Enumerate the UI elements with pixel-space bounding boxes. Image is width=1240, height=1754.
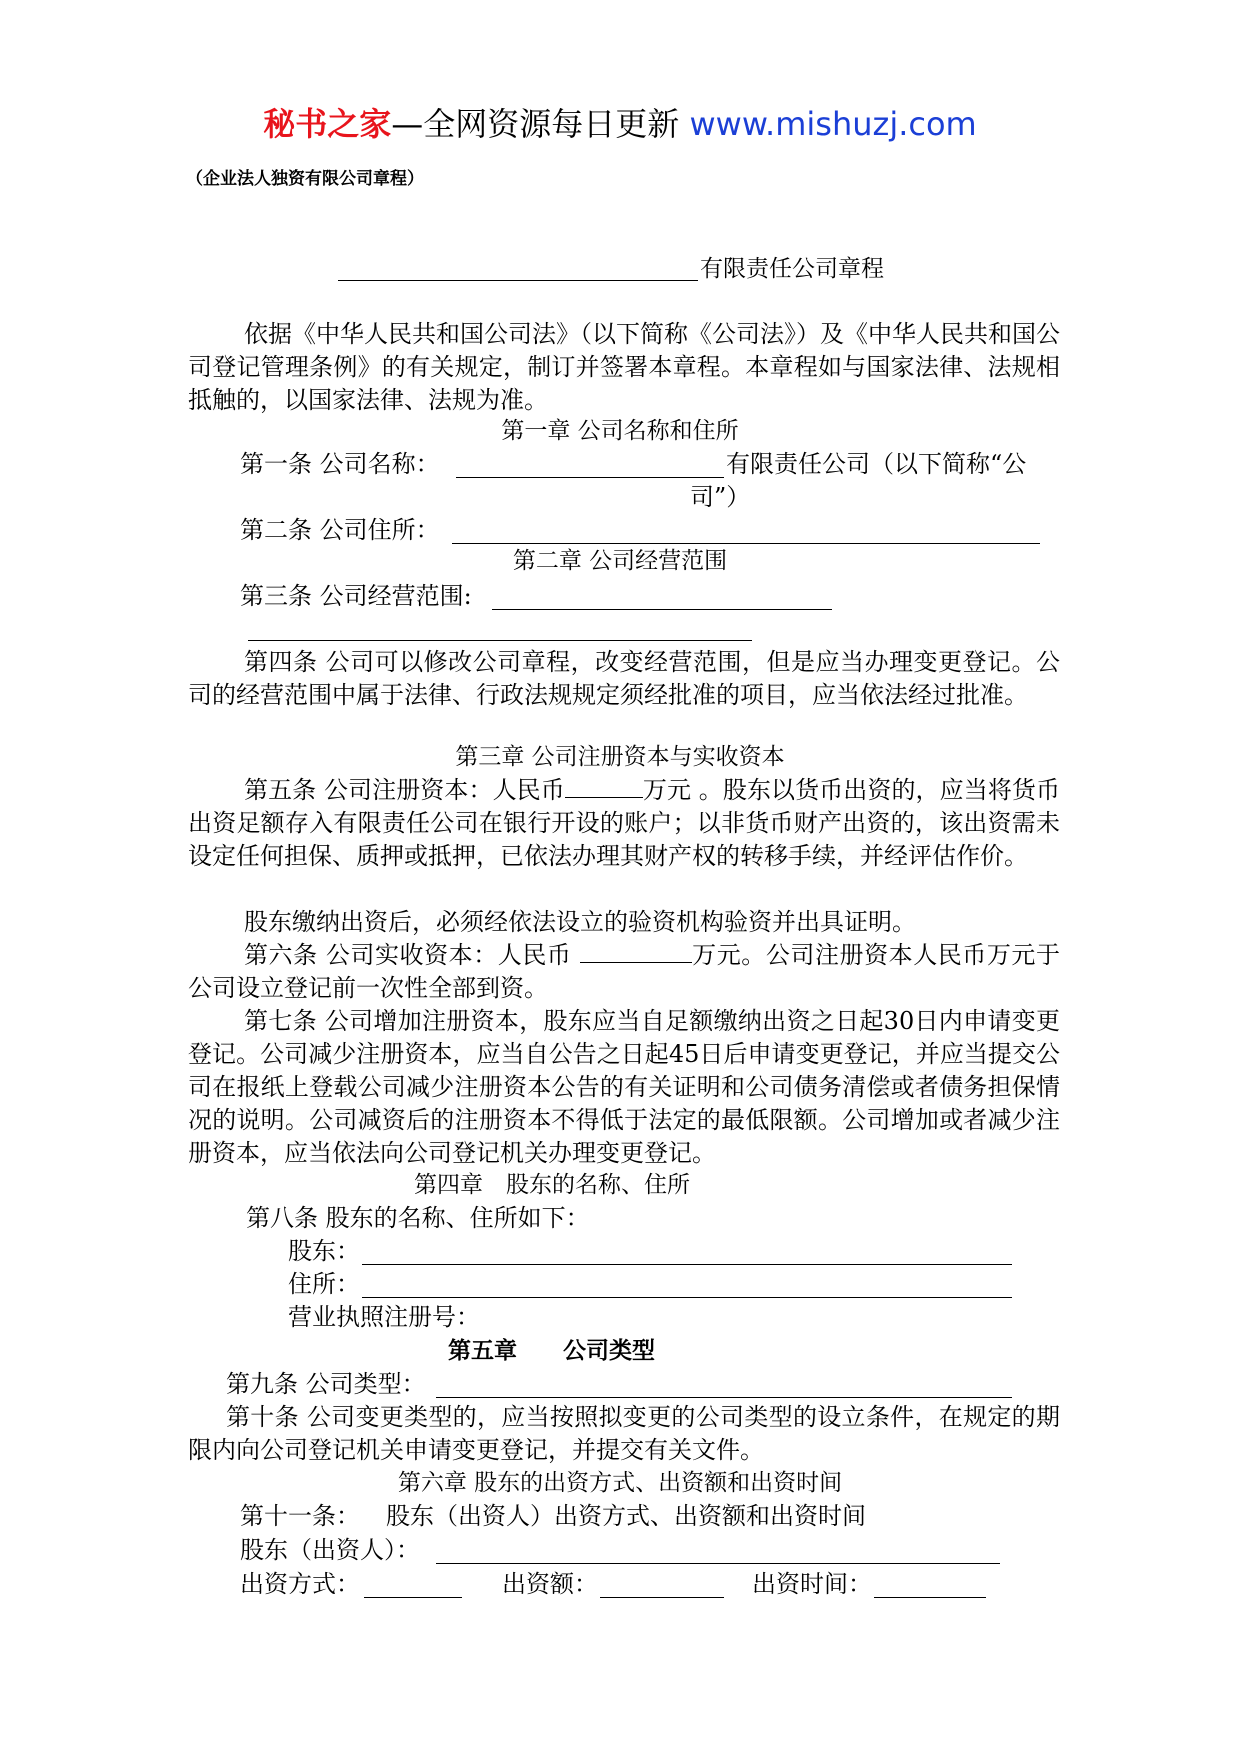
brand-name: 秘书之家 — [263, 105, 392, 143]
article-4: 第四条 公司可以修改公司章程，改变经营范围，但是应当办理变更登记。公司的经营范围中属于法律、行政法规规定须经批准的项目，应当依法经过批准。 — [188, 648, 1060, 709]
time-label: 出资时间： — [752, 1570, 872, 1598]
article-1-cont: 司”） — [690, 483, 751, 511]
article-1-blank — [456, 477, 724, 478]
article-10: 第十条 公司变更类型的，应当按照拟变更的公司类型的设立条件，在规定的期限内向公司登记机关申请变更登记，并提交有关文件。 — [188, 1403, 1060, 1464]
chapter-2-title: 第二章 公司经营范围 — [512, 548, 728, 574]
shareholder-blank — [362, 1264, 1012, 1265]
license-label: 营业执照注册号： — [288, 1303, 480, 1331]
article-5 — [188, 774, 1060, 873]
chapter-5-title: 第五章 公司类型 — [448, 1338, 655, 1364]
chapter-1-title: 第一章 公司名称和住所 — [501, 418, 739, 444]
article-3-label: 第三条 公司经营范围: — [240, 582, 472, 610]
article-8: 第八条 股东的名称、住所如下： — [246, 1204, 590, 1232]
article-1-suffix: 有限责任公司（以下简称“公 — [726, 450, 1027, 478]
time-blank — [874, 1597, 986, 1598]
article-9-label: 第九条 公司类型： — [226, 1370, 426, 1398]
article-1-label: 第一条 公司名称： — [240, 450, 440, 478]
article-9-blank — [436, 1397, 1012, 1398]
article-3-blank-1 — [492, 609, 832, 610]
header-slogan: —全网资源每日更新 — [391, 105, 680, 143]
method-label: 出资方式： — [240, 1570, 360, 1598]
article-2-blank — [452, 543, 1040, 544]
article-6 — [188, 939, 1060, 1005]
article-5-post: 万元 。股东以货币出资的，应当将货币出资足额存入有限责任公司在银行开设的账户；以非货币财产出资的，该出资需未设定任何担保、质押或抵押，已依法办理其财产权的转移手续，并经评估作价。 — [188, 776, 1060, 870]
chapter-3-title: 第三章 公司注册资本与实收资本 — [455, 744, 785, 770]
article-2-label: 第二条 公司住所： — [240, 516, 440, 544]
site-header — [0, 102, 1240, 146]
article-11-label: 第十一条： — [240, 1502, 360, 1530]
address-label: 住所： — [288, 1270, 360, 1298]
company-name-blank — [338, 280, 698, 281]
amount-blank — [600, 1597, 724, 1598]
article-7: 第七条 公司增加注册资本，股东应当自足额缴纳出资之日起30日内申请变更登记。公司减少注册资本，应当自公告之日起45日后申请变更登记，并应当提交公司在报纸上登载公司减少注册资本公告的有关证明和公司债务清偿或者债务担保情况的说明。公司减资后的注册资本不得低于法定的最低限额。公司增加或者减少注册资本，应当依法向公司登记机关办理变更登记。 — [188, 1007, 1060, 1167]
registered-capital-blank — [565, 775, 643, 798]
investor-blank — [436, 1563, 1000, 1564]
method-blank — [364, 1597, 462, 1598]
article-5-pre: 第五条 公司注册资本：人民币 — [244, 776, 565, 804]
article-6-pre: 第六条 公司实收资本：人民币 — [244, 941, 572, 969]
capital-verification: 股东缴纳出资后，必须经依法设立的验资机构验资并出具证明。 — [244, 908, 916, 936]
investor-label: 股东（出资人）： — [240, 1536, 420, 1564]
doc-title: 有限责任公司章程 — [700, 256, 884, 282]
chapter-6-title: 第六章 股东的出资方式、出资额和出资时间 — [397, 1470, 843, 1496]
article-6-post: 万元。公司注册资本人民币万元于公司设立登记前一次性全部到资。 — [188, 941, 1060, 1002]
paid-capital-blank — [580, 940, 692, 963]
amount-label: 出资额： — [502, 1570, 598, 1598]
chapter-4-title: 第四章 股东的名称、住所 — [414, 1172, 690, 1198]
preamble: 依据《中华人民共和国公司法》（以下简称《公司法》）及《中华人民共和国公司登记管理条例》的有关规定，制订并签署本章程。本章程如与国家法律、法规相抵触的，以国家法律、法规为准。 — [188, 320, 1060, 414]
doc-type-note: （企业法人独资有限公司章程） — [186, 169, 424, 189]
article-11-text: 股东（出资人）出资方式、出资额和出资时间 — [386, 1502, 866, 1530]
header-url[interactable]: www.mishuzj.com — [689, 105, 977, 143]
shareholder-label: 股东： — [288, 1237, 360, 1265]
article-3-blank-2 — [248, 640, 752, 641]
address-blank — [362, 1297, 1012, 1298]
